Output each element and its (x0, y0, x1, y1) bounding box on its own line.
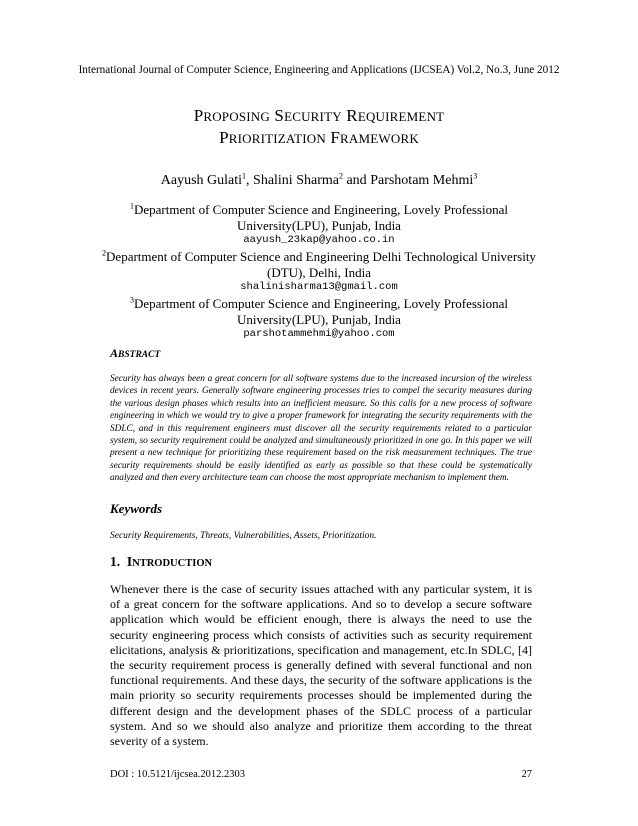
introduction-paragraph: Whenever there is the case of security issues attached with any particular system, it is of a great concern for the software applications. And so to develop a secure software application which would be efficient enough, there is always the need to use the security engineering process which consists of activities such as security requirement elicitations, analysis & prioritizations, specification and management, etc.In SDLC, [4] the security requirement process is generally defined with several functional and non functional requirements. And these days, the security of the software applications is the main priority so security requirements processes should be implemented during the different design and the development phases of the SDLC process of a particular system. And so we should also analyze and prioritize them according to the threat severity of a system. (110, 582, 532, 749)
affiliation-3-location: University(LPU), Punjab, India (237, 312, 401, 327)
abstract-text: Security has always been a great concern for all software systems due to the increased incursion of the wireless devices in recent years. Generally software engineering processes tries to compel the security measures during the various design phases which results into an inefficient measure. So this calls for a new process of software engineering in which we would try to give a proper framework for integrating the security requirements with the SDLC, and in this requirement engineers must discover all the security requirements related to a particular system, so security requirement could be analyzed and simultaneously prioritized in one go. In this paper we will present a new technique for prioritizing these requirement based on the risk measurement techniques. The true security requirements should be easily identified as early as possible so that these could be systematically analyzed and then every architecture team can choose the most appropriate mechanism to implement them. (110, 374, 532, 484)
doi-footer: DOI : 10.5121/ijcsea.2012.2303 (110, 769, 246, 780)
affiliation-2: $^2$Department of Computer Science and Engineering Delhi Technological University (102, 248, 536, 264)
author-name: Parshotam Mehmi (370, 173, 474, 188)
running-header: International Journal of Computer Science, Engineering and Applications (IJCSEA) Vol.2, No.3, June 2012 (78, 64, 560, 76)
paper-title-line-2: PRIORITIZATION FRAMEWORK (219, 128, 419, 147)
paper-title-line-1: PROPOSING SECURITY REQUIREMENT (193, 106, 445, 125)
author-name: Aayush Gulati (160, 173, 243, 188)
affiliation-3: $^3$Department of Computer Science and Engineering, Lovely Professional (129, 295, 508, 311)
affiliation-1-location: University(LPU), Punjab, India (237, 218, 401, 233)
keywords-text: Security Requirements, Threats, Vulnerabilities, Assets, Prioritization. (110, 531, 377, 541)
keywords-heading: Keywords (110, 501, 162, 516)
email-3[interactable]: parshotammehmi@yahoo.com (243, 328, 395, 340)
affiliation-1: $^1$Department of Computer Science and Engineering, Lovely Professional (129, 201, 508, 217)
section-heading-introduction: 1. INTRODUCTION (110, 554, 213, 569)
email-1[interactable]: aayush_23kap@yahoo.co.in (243, 234, 395, 246)
affiliation-2-location: (DTU), Delhi, India (267, 265, 371, 280)
abstract-heading: ABSTRACT (110, 346, 161, 360)
email-2[interactable]: shalinisharma13@gmail.com (240, 281, 398, 293)
page-number: 27 (521, 769, 532, 780)
author-name: Shalini Sharma (253, 173, 339, 188)
author-list: Aayush Gulati$^1$, Shalini Sharma$^2$ and Parshotam Mehmi$^3$ (160, 171, 478, 188)
